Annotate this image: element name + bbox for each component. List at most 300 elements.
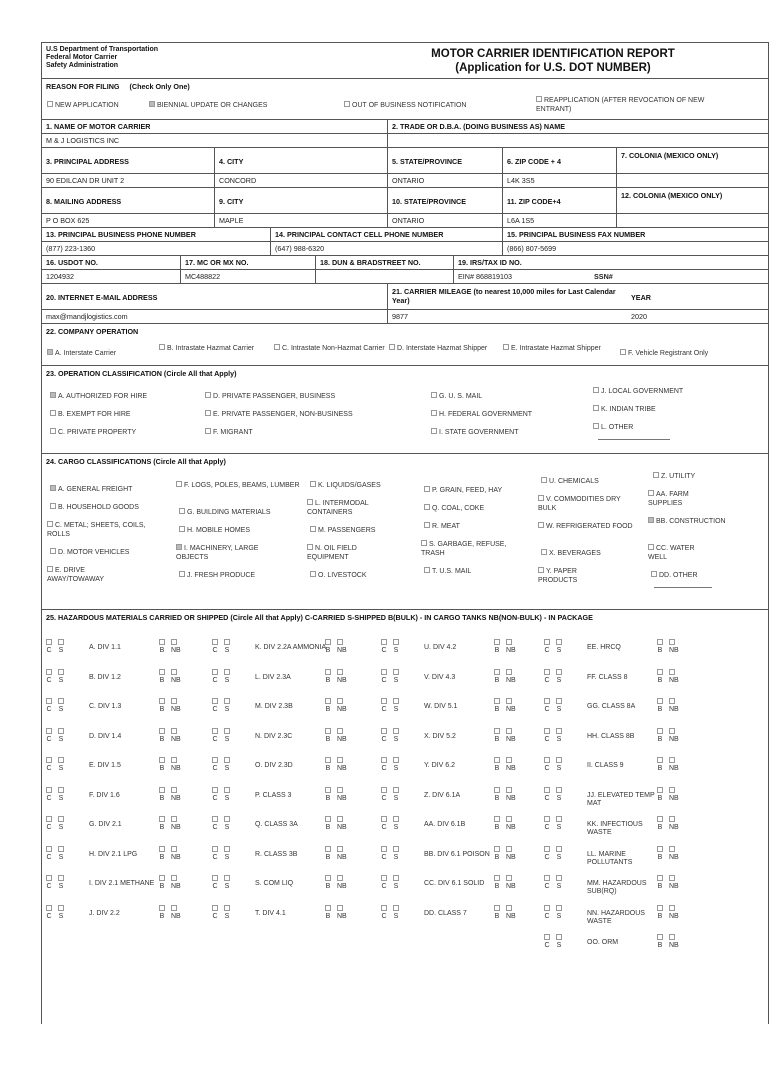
checkbox[interactable] xyxy=(657,934,663,940)
hazmat-bulk-checkboxes[interactable] xyxy=(494,876,522,891)
hazmat-bulk-checkboxes[interactable] xyxy=(494,847,522,862)
carried-pair[interactable] xyxy=(46,788,52,803)
cargo-dry-bulk[interactable]: V. COMMODITIES DRY BULK xyxy=(538,496,621,512)
dba-name-value[interactable] xyxy=(387,134,768,147)
hazmat-cs-checkboxes[interactable] xyxy=(212,906,236,921)
checkbox[interactable] xyxy=(381,787,387,793)
checkbox[interactable] xyxy=(431,392,437,398)
hazmat-cs-checkboxes[interactable] xyxy=(381,847,405,862)
hazmat-bulk-checkboxes[interactable] xyxy=(325,788,353,803)
carried-pair[interactable] xyxy=(46,847,52,862)
checkbox[interactable] xyxy=(176,481,182,487)
checkbox[interactable] xyxy=(46,905,52,911)
checkbox[interactable] xyxy=(381,905,387,911)
checkbox[interactable] xyxy=(171,698,177,704)
cargo-water-well[interactable]: CC. WATER WELL xyxy=(648,545,695,561)
shipped-pair[interactable] xyxy=(556,906,562,921)
checkbox[interactable] xyxy=(424,567,430,573)
checkbox[interactable] xyxy=(506,787,512,793)
shipped-pair[interactable] xyxy=(393,817,399,832)
bulk-pair[interactable] xyxy=(159,729,165,744)
nonbulk-pair[interactable] xyxy=(171,788,181,803)
checkbox[interactable] xyxy=(506,816,512,822)
cargo-liquids-gases[interactable]: K. LIQUIDS/GASES xyxy=(310,481,381,490)
checkbox[interactable] xyxy=(494,669,500,675)
checkbox[interactable] xyxy=(381,816,387,822)
checkbox[interactable] xyxy=(224,875,230,881)
checkbox[interactable] xyxy=(506,639,512,645)
shipped-pair[interactable] xyxy=(224,640,230,655)
bulk-pair[interactable] xyxy=(159,640,165,655)
oc-other-line[interactable] xyxy=(598,439,670,440)
cargo-oil-field[interactable]: N. OIL FIELD EQUIPMENT xyxy=(307,545,357,561)
mc-value[interactable]: MC488822 xyxy=(180,270,315,283)
bulk-pair[interactable] xyxy=(657,758,663,773)
cargo-motor-vehicles[interactable]: D. MOTOR VEHICLES xyxy=(50,548,129,557)
hazmat-bulk-checkboxes[interactable] xyxy=(657,876,685,891)
checkbox[interactable] xyxy=(503,344,509,350)
hazmat-bulk-checkboxes[interactable] xyxy=(159,906,187,921)
shipped-pair[interactable] xyxy=(393,876,399,891)
cargo-passengers[interactable]: M. PASSENGERS xyxy=(310,526,375,535)
checkbox[interactable] xyxy=(46,639,52,645)
checkbox[interactable] xyxy=(556,787,562,793)
carried-pair[interactable] xyxy=(212,640,218,655)
checkbox[interactable] xyxy=(224,669,230,675)
bulk-pair[interactable] xyxy=(657,788,663,803)
checkbox[interactable] xyxy=(556,875,562,881)
checkbox[interactable] xyxy=(593,405,599,411)
checkbox[interactable] xyxy=(544,669,550,675)
checkbox[interactable] xyxy=(541,477,547,483)
checkbox[interactable] xyxy=(337,846,343,852)
checkbox[interactable] xyxy=(657,639,663,645)
hazmat-cs-checkboxes[interactable] xyxy=(212,729,236,744)
checkbox[interactable] xyxy=(325,875,331,881)
checkbox[interactable] xyxy=(58,757,64,763)
cargo-beverages[interactable]: X. BEVERAGES xyxy=(541,549,601,558)
checkbox[interactable] xyxy=(159,757,165,763)
city-value[interactable]: CONCORD xyxy=(214,174,387,187)
checkbox[interactable] xyxy=(541,549,547,555)
checkbox[interactable] xyxy=(381,639,387,645)
oc-authorized-for-hire[interactable]: A. AUTHORIZED FOR HIRE xyxy=(50,392,147,401)
cargo-building-materials[interactable]: G. BUILDING MATERIALS xyxy=(179,508,271,517)
checkbox[interactable] xyxy=(58,905,64,911)
checkbox-checked[interactable] xyxy=(648,517,654,523)
checkbox[interactable] xyxy=(58,669,64,675)
checkbox[interactable] xyxy=(179,571,185,577)
nonbulk-pair[interactable] xyxy=(337,699,347,714)
bulk-pair[interactable] xyxy=(657,817,663,832)
shipped-pair[interactable] xyxy=(393,906,399,921)
reason-out-of-business[interactable]: OUT OF BUSINESS NOTIFICATION xyxy=(344,101,466,110)
hazmat-bulk-checkboxes[interactable] xyxy=(494,758,522,773)
carried-pair[interactable] xyxy=(381,876,387,891)
hazmat-bulk-checkboxes[interactable] xyxy=(657,788,685,803)
bulk-pair[interactable] xyxy=(657,670,663,685)
shipped-pair[interactable] xyxy=(58,670,64,685)
checkbox[interactable] xyxy=(669,905,675,911)
checkbox[interactable] xyxy=(431,428,437,434)
nonbulk-pair[interactable] xyxy=(171,640,181,655)
nonbulk-pair[interactable] xyxy=(337,640,347,655)
bulk-pair[interactable] xyxy=(159,758,165,773)
shipped-pair[interactable] xyxy=(393,670,399,685)
mailing-city-value[interactable]: MAPLE xyxy=(214,214,387,227)
carried-pair[interactable] xyxy=(381,788,387,803)
checkbox[interactable] xyxy=(653,472,659,478)
checkbox[interactable] xyxy=(205,410,211,416)
checkbox[interactable] xyxy=(544,728,550,734)
checkbox[interactable] xyxy=(669,875,675,881)
hazmat-bulk-checkboxes[interactable] xyxy=(657,817,685,832)
hazmat-cs-checkboxes[interactable] xyxy=(46,817,70,832)
hazmat-bulk-checkboxes[interactable] xyxy=(325,699,353,714)
bulk-pair[interactable] xyxy=(325,876,331,891)
carried-pair[interactable] xyxy=(212,729,218,744)
checkbox[interactable] xyxy=(171,846,177,852)
shipped-pair[interactable] xyxy=(556,729,562,744)
checkbox[interactable] xyxy=(307,499,313,505)
checkbox[interactable] xyxy=(337,875,343,881)
shipped-pair[interactable] xyxy=(224,729,230,744)
shipped-pair[interactable] xyxy=(556,640,562,655)
checkbox[interactable] xyxy=(556,757,562,763)
checkbox[interactable] xyxy=(58,728,64,734)
checkbox[interactable] xyxy=(620,349,626,355)
nonbulk-pair[interactable] xyxy=(506,847,516,862)
bulk-pair[interactable] xyxy=(159,906,165,921)
carried-pair[interactable] xyxy=(544,729,550,744)
checkbox[interactable] xyxy=(657,787,663,793)
hazmat-cs-checkboxes[interactable] xyxy=(381,876,405,891)
hazmat-bulk-checkboxes[interactable] xyxy=(494,699,522,714)
carried-pair[interactable] xyxy=(544,906,550,921)
hazmat-bulk-checkboxes[interactable] xyxy=(325,758,353,773)
hazmat-cs-checkboxes[interactable] xyxy=(381,788,405,803)
checkbox[interactable] xyxy=(205,392,211,398)
shipped-pair[interactable] xyxy=(224,876,230,891)
shipped-pair[interactable] xyxy=(58,817,64,832)
oc-private-passenger-nonbusiness[interactable]: E. PRIVATE PASSENGER, NON-BUSINESS xyxy=(205,410,353,419)
hazmat-bulk-checkboxes[interactable] xyxy=(159,699,187,714)
checkbox[interactable] xyxy=(46,875,52,881)
hazmat-bulk-checkboxes[interactable] xyxy=(325,847,353,862)
checkbox[interactable] xyxy=(669,816,675,822)
checkbox[interactable] xyxy=(310,571,316,577)
carried-pair[interactable] xyxy=(381,729,387,744)
oc-us-mail[interactable]: G. U. S. MAIL xyxy=(431,392,482,401)
hazmat-cs-checkboxes[interactable] xyxy=(212,847,236,862)
hazmat-cs-checkboxes[interactable] xyxy=(46,699,70,714)
checkbox[interactable] xyxy=(669,669,675,675)
checkbox[interactable] xyxy=(159,344,165,350)
reason-new-application[interactable]: NEW APPLICATION xyxy=(47,101,119,110)
bulk-pair[interactable] xyxy=(159,817,165,832)
bulk-pair[interactable] xyxy=(657,640,663,655)
co-intrastate-hazmat-carrier[interactable]: B. Intrastate Hazmat Carrier xyxy=(159,344,259,353)
checkbox[interactable] xyxy=(657,905,663,911)
checkbox[interactable] xyxy=(46,846,52,852)
carried-pair[interactable] xyxy=(212,758,218,773)
checkbox[interactable] xyxy=(212,787,218,793)
shipped-pair[interactable] xyxy=(556,699,562,714)
checkbox[interactable] xyxy=(538,495,544,501)
shipped-pair[interactable] xyxy=(393,699,399,714)
carried-pair[interactable] xyxy=(544,640,550,655)
checkbox-checked[interactable] xyxy=(176,544,182,550)
hazmat-bulk-checkboxes[interactable] xyxy=(159,847,187,862)
checkbox[interactable] xyxy=(325,905,331,911)
hazmat-cs-checkboxes[interactable] xyxy=(46,788,70,803)
checkbox[interactable] xyxy=(212,639,218,645)
checkbox[interactable] xyxy=(669,728,675,734)
checkbox[interactable] xyxy=(544,698,550,704)
checkbox[interactable] xyxy=(494,787,500,793)
bulk-pair[interactable] xyxy=(325,640,331,655)
bulk-pair[interactable] xyxy=(657,935,663,950)
checkbox[interactable] xyxy=(393,757,399,763)
hazmat-cs-checkboxes[interactable] xyxy=(46,847,70,862)
bulk-pair[interactable] xyxy=(159,847,165,862)
cell-phone-value[interactable]: (647) 988-6320 xyxy=(270,242,502,255)
hazmat-bulk-checkboxes[interactable] xyxy=(494,817,522,832)
hazmat-cs-checkboxes[interactable] xyxy=(381,906,405,921)
bulk-pair[interactable] xyxy=(657,699,663,714)
checkbox[interactable] xyxy=(424,504,430,510)
hazmat-bulk-checkboxes[interactable] xyxy=(159,729,187,744)
checkbox[interactable] xyxy=(506,757,512,763)
bulk-pair[interactable] xyxy=(325,906,331,921)
checkbox[interactable] xyxy=(669,934,675,940)
bulk-pair[interactable] xyxy=(159,670,165,685)
shipped-pair[interactable] xyxy=(556,817,562,832)
checkbox[interactable] xyxy=(389,344,395,350)
bulk-pair[interactable] xyxy=(494,699,500,714)
checkbox[interactable] xyxy=(159,639,165,645)
nonbulk-pair[interactable] xyxy=(171,699,181,714)
hazmat-cs-checkboxes[interactable] xyxy=(212,817,236,832)
bulk-pair[interactable] xyxy=(325,699,331,714)
cargo-us-mail[interactable]: T. U.S. MAIL xyxy=(424,567,471,576)
hazmat-cs-checkboxes[interactable] xyxy=(212,758,236,773)
checkbox[interactable] xyxy=(212,846,218,852)
shipped-pair[interactable] xyxy=(556,935,562,950)
carried-pair[interactable] xyxy=(46,817,52,832)
shipped-pair[interactable] xyxy=(224,788,230,803)
checkbox[interactable] xyxy=(431,410,437,416)
checkbox[interactable] xyxy=(648,544,654,550)
checkbox[interactable] xyxy=(159,875,165,881)
carried-pair[interactable] xyxy=(381,640,387,655)
checkbox[interactable] xyxy=(381,698,387,704)
checkbox[interactable] xyxy=(224,639,230,645)
hazmat-bulk-checkboxes[interactable] xyxy=(325,906,353,921)
checkbox[interactable] xyxy=(494,728,500,734)
checkbox[interactable] xyxy=(274,344,280,350)
cargo-intermodal[interactable]: L. INTERMODAL CONTAINERS xyxy=(307,500,369,516)
bulk-pair[interactable] xyxy=(494,788,500,803)
checkbox[interactable] xyxy=(381,669,387,675)
hazmat-bulk-checkboxes[interactable] xyxy=(325,817,353,832)
checkbox[interactable] xyxy=(50,548,56,554)
cargo-meat[interactable]: R. MEAT xyxy=(424,522,460,531)
carried-pair[interactable] xyxy=(544,935,550,950)
nonbulk-pair[interactable] xyxy=(337,906,347,921)
oc-indian-tribe[interactable]: K. INDIAN TRIBE xyxy=(593,405,656,414)
checkbox[interactable] xyxy=(58,698,64,704)
checkbox[interactable] xyxy=(310,481,316,487)
carried-pair[interactable] xyxy=(544,670,550,685)
nonbulk-pair[interactable] xyxy=(669,788,679,803)
checkbox[interactable] xyxy=(212,905,218,911)
bulk-pair[interactable] xyxy=(159,788,165,803)
hazmat-cs-checkboxes[interactable] xyxy=(544,876,568,891)
checkbox[interactable] xyxy=(224,787,230,793)
cargo-other[interactable]: DD. OTHER xyxy=(651,571,698,580)
checkbox-checked[interactable] xyxy=(47,349,53,355)
checkbox[interactable] xyxy=(224,816,230,822)
checkbox[interactable] xyxy=(50,428,56,434)
checkbox[interactable] xyxy=(657,669,663,675)
checkbox[interactable] xyxy=(212,875,218,881)
checkbox[interactable] xyxy=(337,757,343,763)
hazmat-cs-checkboxes[interactable] xyxy=(46,876,70,891)
checkbox[interactable] xyxy=(205,428,211,434)
hazmat-cs-checkboxes[interactable] xyxy=(544,906,568,921)
checkbox[interactable] xyxy=(310,526,316,532)
hazmat-cs-checkboxes[interactable] xyxy=(544,729,568,744)
cargo-drive-away[interactable]: E. DRIVE AWAY/TOWAWAY xyxy=(47,567,105,583)
nonbulk-pair[interactable] xyxy=(171,729,181,744)
checkbox[interactable] xyxy=(544,934,550,940)
carried-pair[interactable] xyxy=(544,758,550,773)
checkbox[interactable] xyxy=(494,698,500,704)
checkbox[interactable] xyxy=(159,728,165,734)
nonbulk-pair[interactable] xyxy=(669,876,679,891)
checkbox[interactable] xyxy=(657,698,663,704)
checkbox[interactable] xyxy=(393,698,399,704)
shipped-pair[interactable] xyxy=(58,640,64,655)
checkbox[interactable] xyxy=(325,728,331,734)
checkbox[interactable] xyxy=(159,787,165,793)
nonbulk-pair[interactable] xyxy=(669,670,679,685)
checkbox[interactable] xyxy=(58,787,64,793)
nonbulk-pair[interactable] xyxy=(171,876,181,891)
checkbox[interactable] xyxy=(337,816,343,822)
nonbulk-pair[interactable] xyxy=(171,847,181,862)
checkbox[interactable] xyxy=(224,698,230,704)
carried-pair[interactable] xyxy=(544,876,550,891)
nonbulk-pair[interactable] xyxy=(171,906,181,921)
checkbox[interactable] xyxy=(159,816,165,822)
checkbox[interactable] xyxy=(171,787,177,793)
checkbox[interactable] xyxy=(393,728,399,734)
hazmat-cs-checkboxes[interactable] xyxy=(544,640,568,655)
oc-local-government[interactable]: J. LOCAL GOVERNMENT xyxy=(593,387,683,396)
checkbox[interactable] xyxy=(556,934,562,940)
checkbox[interactable] xyxy=(669,787,675,793)
checkbox[interactable] xyxy=(657,816,663,822)
carried-pair[interactable] xyxy=(212,876,218,891)
checkbox[interactable] xyxy=(393,816,399,822)
cargo-garbage[interactable]: S. GARBAGE, REFUSE, TRASH xyxy=(421,541,507,557)
hazmat-bulk-checkboxes[interactable] xyxy=(325,640,353,655)
tax-id-value[interactable] xyxy=(453,270,768,283)
hazmat-bulk-checkboxes[interactable] xyxy=(657,758,685,773)
nonbulk-pair[interactable] xyxy=(337,817,347,832)
bulk-pair[interactable] xyxy=(494,640,500,655)
checkbox[interactable] xyxy=(506,846,512,852)
checkbox[interactable] xyxy=(159,669,165,675)
checkbox[interactable] xyxy=(536,96,542,102)
checkbox[interactable] xyxy=(171,639,177,645)
hazmat-bulk-checkboxes[interactable] xyxy=(657,935,685,950)
hazmat-cs-checkboxes[interactable] xyxy=(381,758,405,773)
hazmat-cs-checkboxes[interactable] xyxy=(544,758,568,773)
shipped-pair[interactable] xyxy=(224,758,230,773)
checkbox[interactable] xyxy=(556,728,562,734)
checkbox[interactable] xyxy=(556,639,562,645)
nonbulk-pair[interactable] xyxy=(171,670,181,685)
checkbox[interactable] xyxy=(506,728,512,734)
checkbox[interactable] xyxy=(538,567,544,573)
mailing-colonia-value[interactable] xyxy=(616,214,768,227)
checkbox[interactable] xyxy=(224,905,230,911)
colonia-value[interactable] xyxy=(616,174,768,187)
co-interstate-hazmat-shipper[interactable]: D. Interstate Hazmat Shipper xyxy=(389,344,489,353)
checkbox[interactable] xyxy=(179,526,185,532)
cargo-paper[interactable]: Y. PAPER PRODUCTS xyxy=(538,568,578,584)
checkbox[interactable] xyxy=(381,757,387,763)
checkbox[interactable] xyxy=(46,816,52,822)
co-interstate-carrier[interactable]: A. Interstate Carrier xyxy=(47,349,116,358)
checkbox[interactable] xyxy=(506,905,512,911)
checkbox[interactable] xyxy=(337,639,343,645)
checkbox[interactable] xyxy=(593,387,599,393)
checkbox[interactable] xyxy=(544,816,550,822)
shipped-pair[interactable] xyxy=(58,758,64,773)
hazmat-bulk-checkboxes[interactable] xyxy=(325,670,353,685)
checkbox[interactable] xyxy=(337,728,343,734)
shipped-pair[interactable] xyxy=(58,788,64,803)
checkbox[interactable] xyxy=(494,757,500,763)
carried-pair[interactable] xyxy=(544,699,550,714)
shipped-pair[interactable] xyxy=(224,847,230,862)
mailing-zip-value[interactable]: L6A 1S5 xyxy=(502,214,616,227)
checkbox[interactable] xyxy=(212,816,218,822)
hazmat-cs-checkboxes[interactable] xyxy=(212,699,236,714)
hazmat-cs-checkboxes[interactable] xyxy=(212,876,236,891)
checkbox[interactable] xyxy=(171,757,177,763)
carried-pair[interactable] xyxy=(212,906,218,921)
shipped-pair[interactable] xyxy=(224,670,230,685)
carried-pair[interactable] xyxy=(544,847,550,862)
nonbulk-pair[interactable] xyxy=(506,876,516,891)
checkbox[interactable] xyxy=(544,757,550,763)
checkbox[interactable] xyxy=(381,875,387,881)
carried-pair[interactable] xyxy=(381,670,387,685)
checkbox[interactable] xyxy=(46,669,52,675)
year-value[interactable]: 2020 xyxy=(631,312,647,321)
checkbox[interactable] xyxy=(393,905,399,911)
checkbox[interactable] xyxy=(657,846,663,852)
hazmat-bulk-checkboxes[interactable] xyxy=(159,788,187,803)
checkbox[interactable] xyxy=(506,875,512,881)
bulk-pair[interactable] xyxy=(159,876,165,891)
oc-other[interactable]: L. OTHER xyxy=(593,423,633,432)
